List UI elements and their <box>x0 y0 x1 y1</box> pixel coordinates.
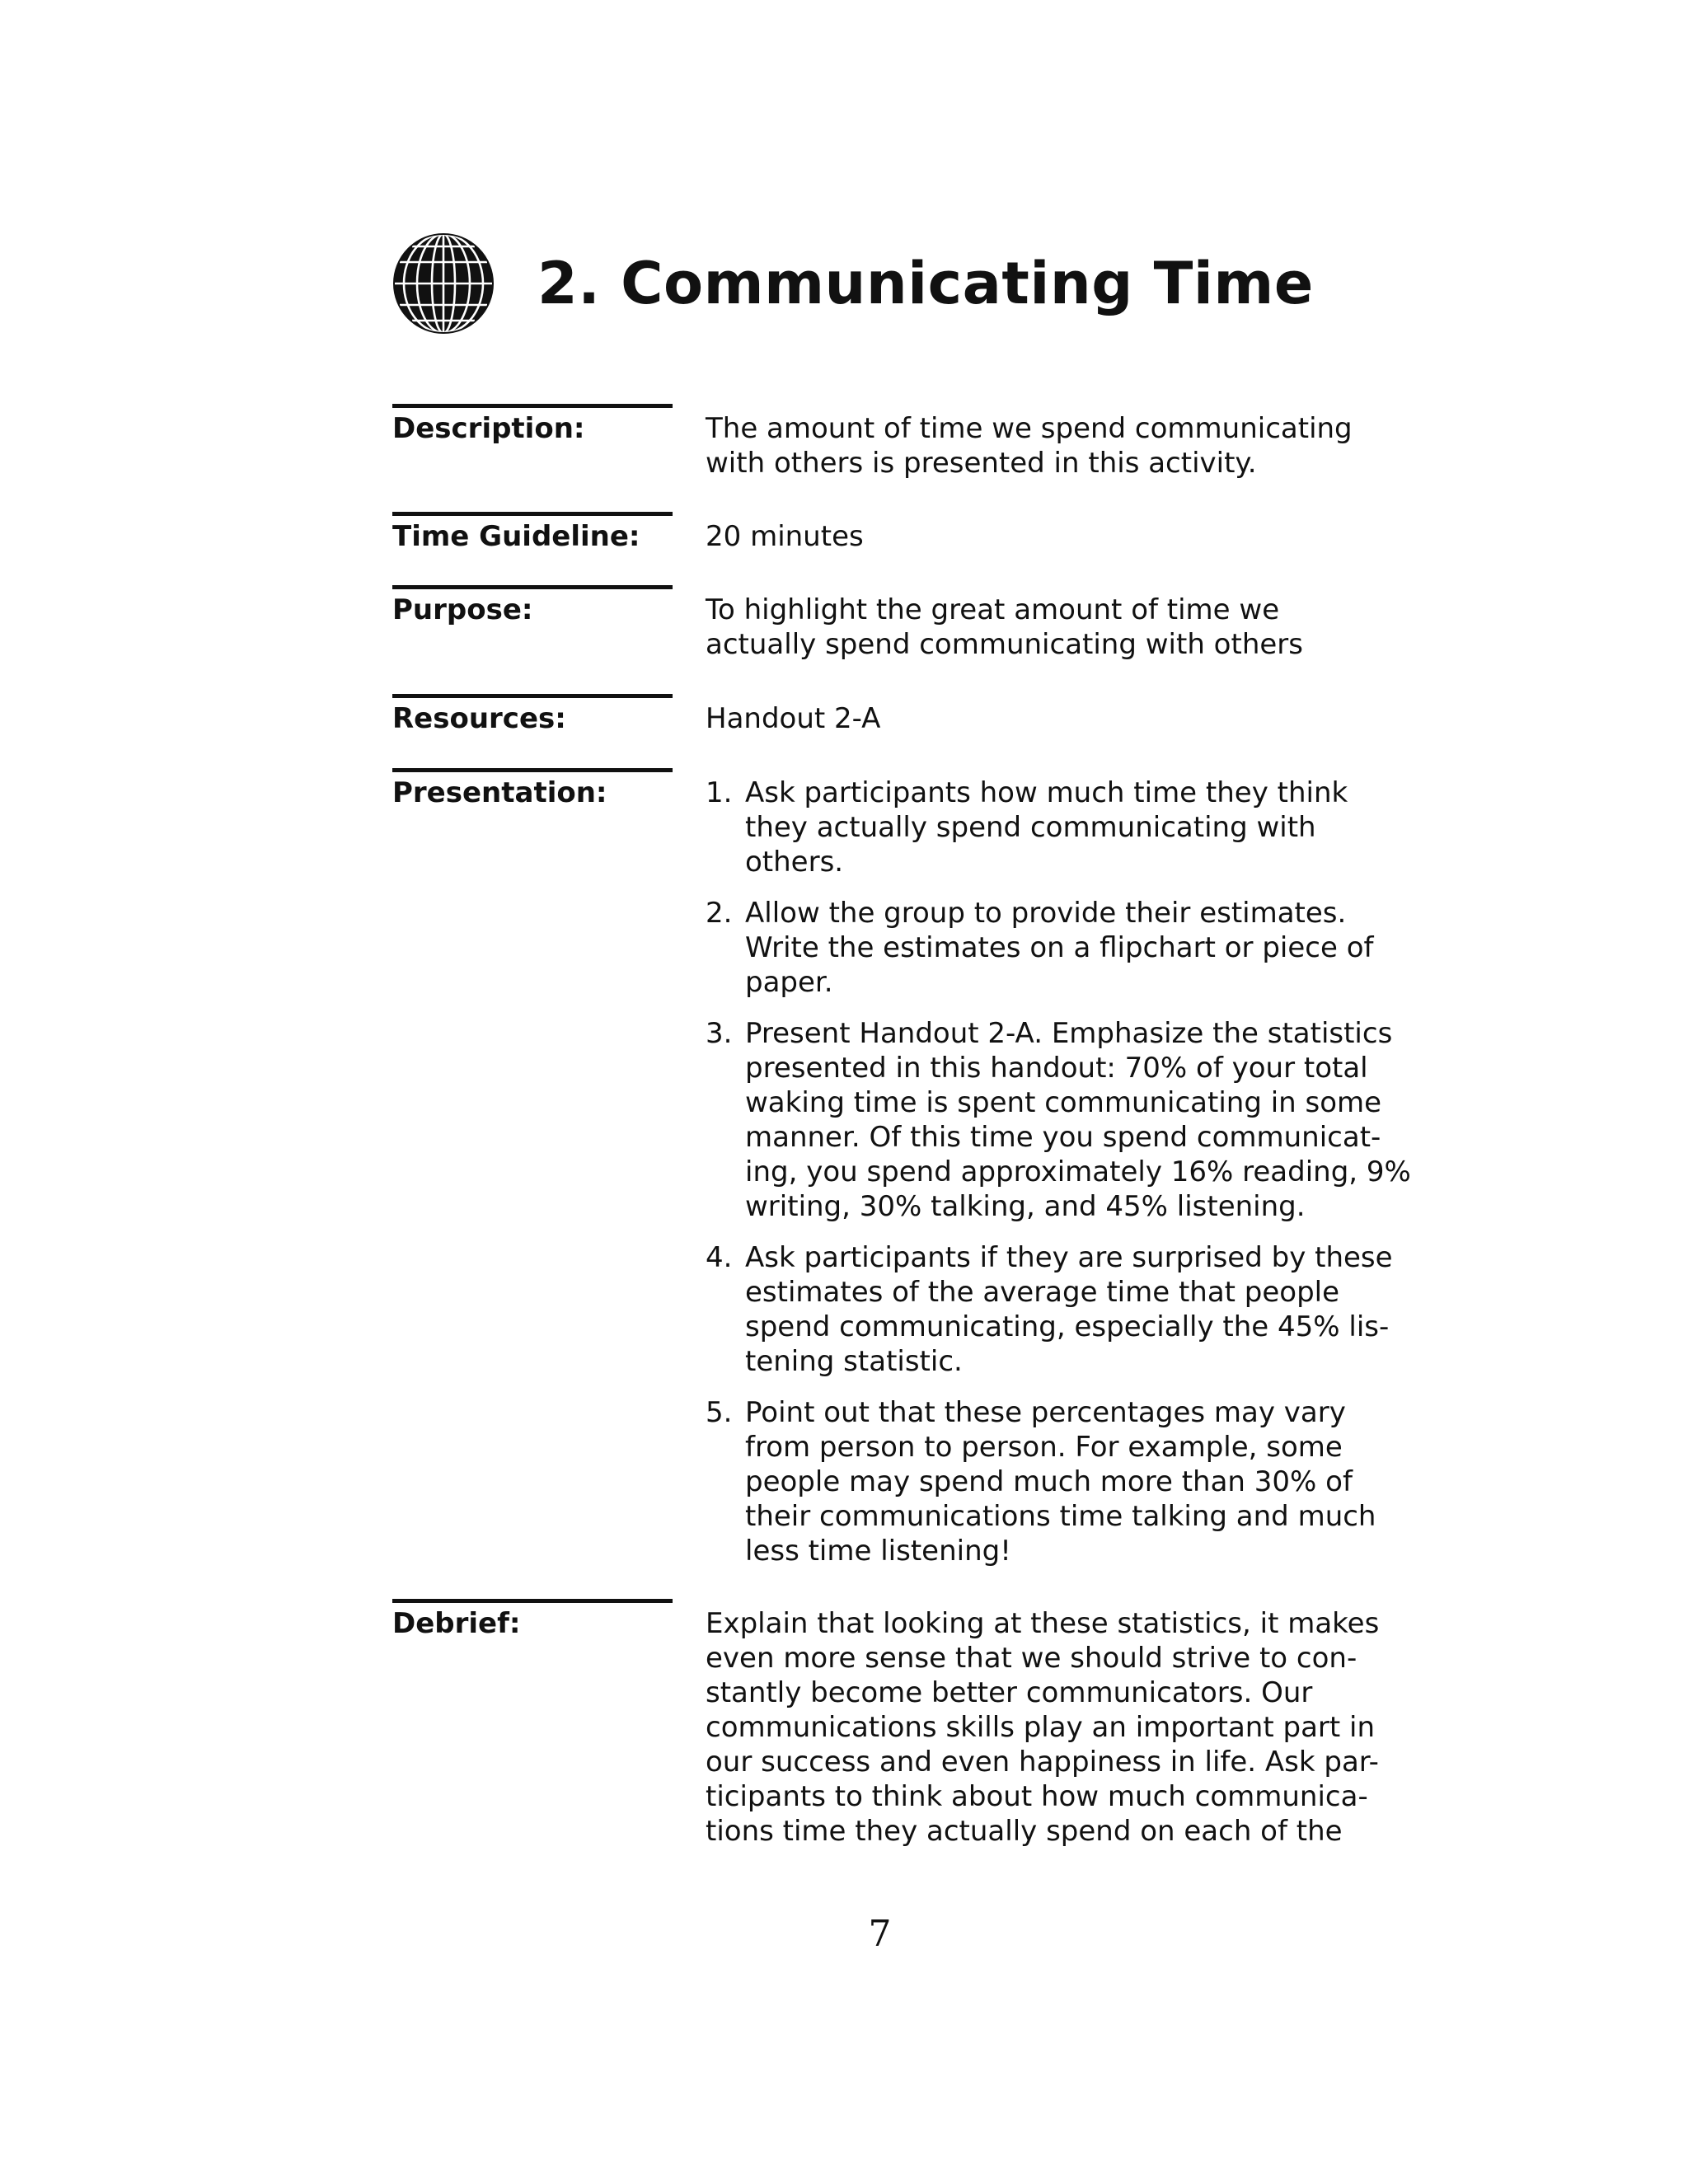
text-line: communications skills play an important part in <box>706 1711 1376 1744</box>
resources-text <box>706 701 1390 736</box>
text-line: Handout 2-A <box>706 702 881 735</box>
presentation-label: Presentation: <box>392 768 673 810</box>
list-number: 4. <box>706 1241 733 1274</box>
globe-icon <box>392 232 495 335</box>
text-line: ticipants to think about how much communica- <box>706 1780 1368 1813</box>
text-line: tions time they actually spend on each of the <box>706 1815 1343 1848</box>
text-line: Write the estimates on a flipchart or piece of <box>745 931 1374 964</box>
purpose-label: Purpose: <box>392 585 673 627</box>
description-text <box>706 411 1390 480</box>
list-number: 2. <box>706 897 733 930</box>
text-line: Allow the group to provide their estimates. <box>745 897 1347 930</box>
time-guideline-label: Time Guideline: <box>392 512 673 554</box>
list-number: 5. <box>706 1396 733 1429</box>
time-guideline-text <box>706 519 1390 554</box>
debrief-label: Debrief: <box>392 1599 673 1641</box>
text-line: they actually spend communicating with <box>745 811 1316 844</box>
text-line: manner. Of this time you spend communicat- <box>745 1121 1381 1154</box>
list-item <box>706 1240 1393 1379</box>
text-line: even more sense that we should strive to con- <box>706 1642 1357 1675</box>
text-line: Ask participants how much time they think <box>745 776 1348 809</box>
text-line: spend communicating, especially the 45% lis- <box>745 1310 1390 1343</box>
purpose-text <box>706 593 1390 662</box>
resources-label: Resources: <box>392 694 673 736</box>
description-label: Description: <box>392 404 673 446</box>
text-line: Ask participants if they are surprised by these <box>745 1241 1393 1274</box>
text-line: people may spend much more than 30% of <box>745 1465 1353 1498</box>
text-line: stantly become better communicators. Our <box>706 1676 1313 1709</box>
text-line: estimates of the average time that people <box>745 1276 1340 1309</box>
text-line: from person to person. For example, some <box>745 1431 1343 1464</box>
text-line: presented in this handout: 70% of your total <box>745 1052 1368 1085</box>
list-item <box>706 776 1390 879</box>
presentation-list <box>706 776 1411 1568</box>
text-line: 20 minutes <box>706 520 864 553</box>
list-item <box>706 896 1390 1000</box>
text-line: with others is presented in this activity. <box>706 447 1257 480</box>
text-line: others. <box>745 846 844 879</box>
list-item <box>706 1395 1390 1568</box>
text-line: writing, 30% talking, and 45% listening. <box>745 1190 1306 1223</box>
text-line: To highlight the great amount of time we <box>706 593 1280 626</box>
page-number: 7 <box>868 1913 892 1955</box>
text-line: Point out that these percentages may vary <box>745 1396 1346 1429</box>
text-line: less time listening! <box>745 1535 1011 1568</box>
text-line: Explain that looking at these statistics, it makes <box>706 1607 1380 1640</box>
text-line: tening statistic. <box>745 1345 963 1378</box>
text-line: actually spend communicating with others <box>706 628 1303 661</box>
text-line: The amount of time we spend communicating <box>706 412 1353 445</box>
text-line: paper. <box>745 966 833 999</box>
text-line: waking time is spent communicating in some <box>745 1086 1382 1119</box>
page-header <box>392 232 1314 335</box>
text-line: Present Handout 2-A. Emphasize the statistics <box>745 1017 1393 1050</box>
debrief-text <box>706 1606 1390 1849</box>
text-line: their communications time talking and much <box>745 1500 1376 1533</box>
page-title: 2. Communicating Time <box>537 250 1314 317</box>
list-number: 3. <box>706 1017 733 1050</box>
text-line: our success and even happiness in life. Ask par- <box>706 1746 1379 1779</box>
list-item <box>706 1016 1411 1224</box>
text-line: ing, you spend approximately 16% reading, 9% <box>745 1155 1411 1188</box>
list-number: 1. <box>706 776 733 809</box>
